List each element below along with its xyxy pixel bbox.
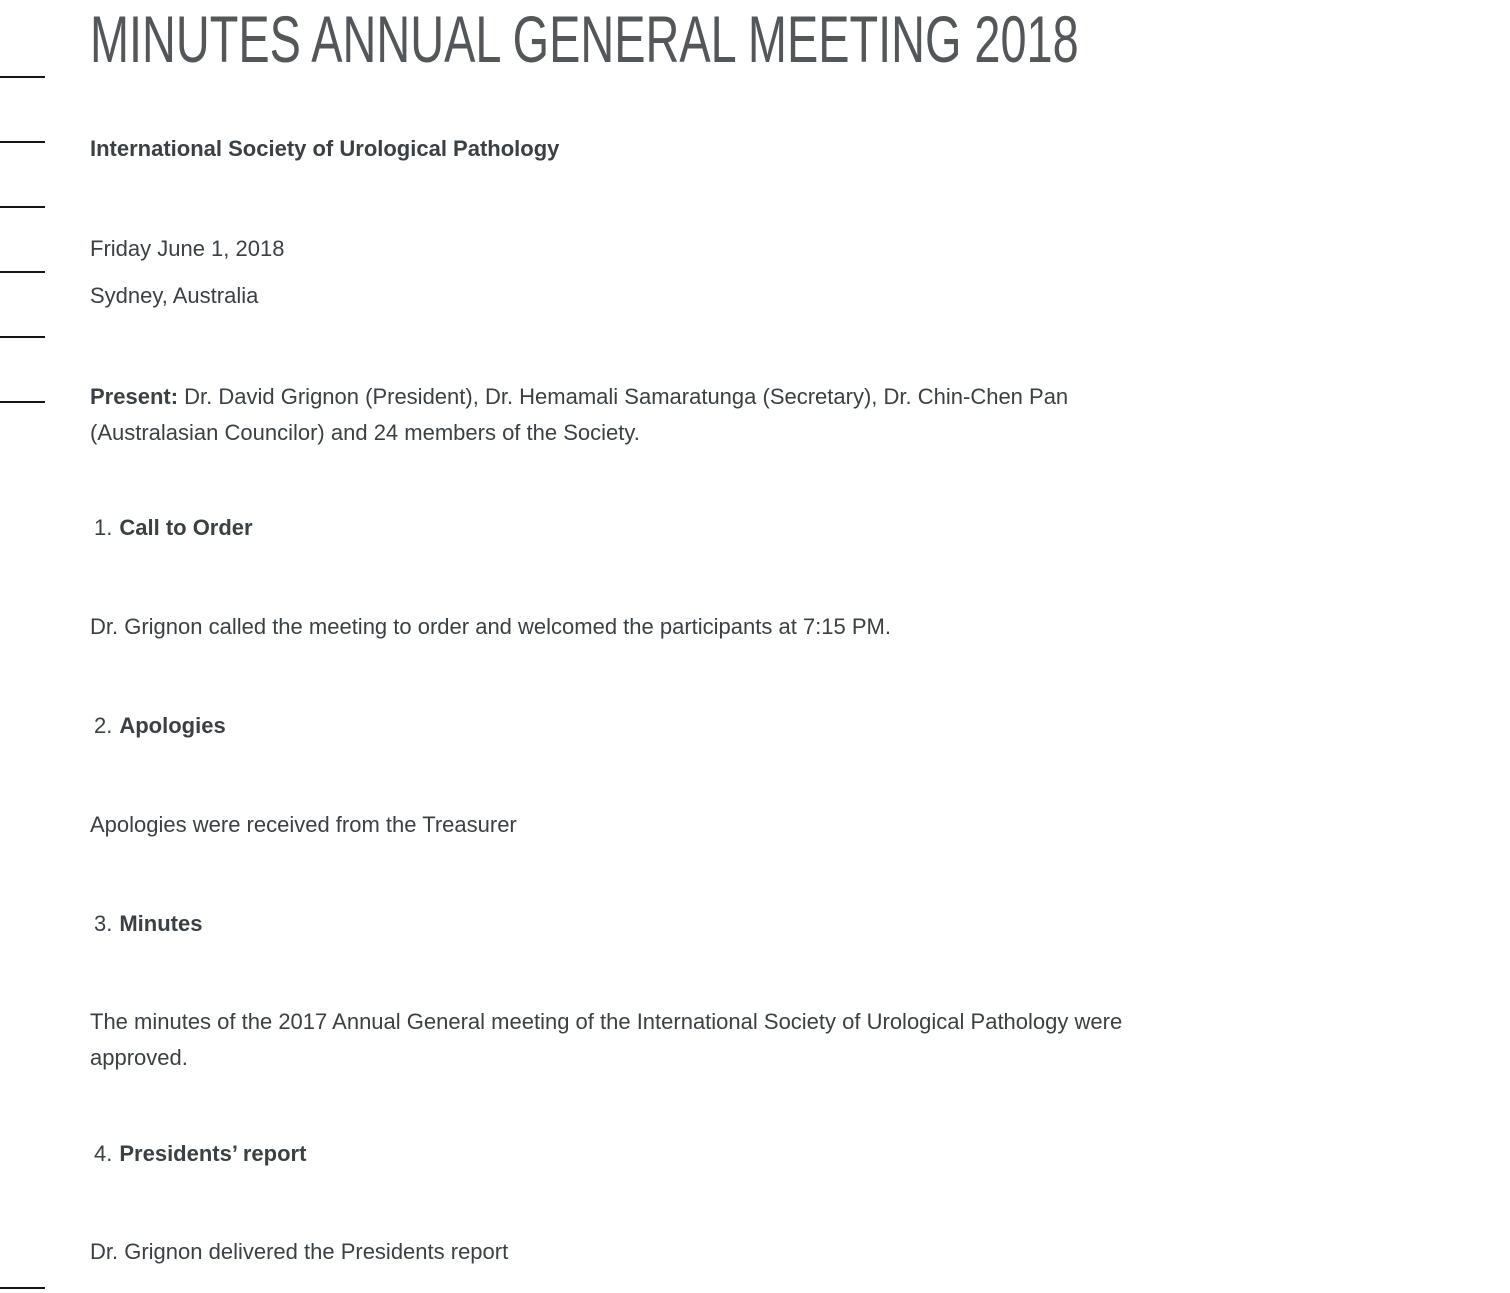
section-number: 4. <box>94 1141 113 1166</box>
attendance-line2: (Australasian Councilor) and 24 members of the Society. <box>90 420 640 445</box>
present-label: Present: <box>90 384 179 409</box>
margin-tick <box>0 141 45 143</box>
attendance-paragraph <box>90 379 1240 451</box>
organization-name: International Society of Urological Pathology <box>90 136 560 161</box>
margin-tick <box>0 401 45 403</box>
margin-tick <box>0 206 45 208</box>
section-heading-minutes <box>94 906 202 942</box>
minutes-body-line2: approved. <box>90 1045 188 1070</box>
section-heading-presidents-report <box>94 1136 306 1172</box>
section-title: Apologies <box>119 713 226 738</box>
section-heading-apologies <box>94 708 226 744</box>
section-number: 3. <box>94 911 113 936</box>
section-body-minutes <box>90 1004 1250 1076</box>
page-title: MINUTES ANNUAL GENERAL MEETING 2018 <box>90 2 1079 76</box>
margin-tick <box>0 271 45 273</box>
section-body-apologies: Apologies were received from the Treasurer <box>90 812 517 837</box>
margin-tick <box>0 76 45 78</box>
section-title: Minutes <box>119 911 203 936</box>
margin-tick <box>0 1287 45 1289</box>
section-heading-call-to-order <box>94 510 253 546</box>
meeting-location: Sydney, Australia <box>90 283 259 308</box>
minutes-body-line1: The minutes of the 2017 Annual General meeting of the International Society of Urological Pathology were <box>90 1009 1123 1034</box>
section-number: 1. <box>94 515 113 540</box>
attendance-line1: Dr. David Grignon (President), Dr. Hemamali Samaratunga (Secretary), Dr. Chin-Chen Pan <box>178 384 1069 409</box>
section-title: Call to Order <box>119 515 253 540</box>
section-number: 2. <box>94 713 113 738</box>
margin-tick <box>0 336 45 338</box>
section-body-presidents-report: Dr. Grignon delivered the Presidents report <box>90 1239 509 1264</box>
meeting-date: Friday June 1, 2018 <box>90 236 285 261</box>
section-body-call-to-order: Dr. Grignon called the meeting to order and welcomed the participants at 7:15 PM. <box>90 614 891 639</box>
section-title: Presidents’ report <box>119 1141 307 1166</box>
